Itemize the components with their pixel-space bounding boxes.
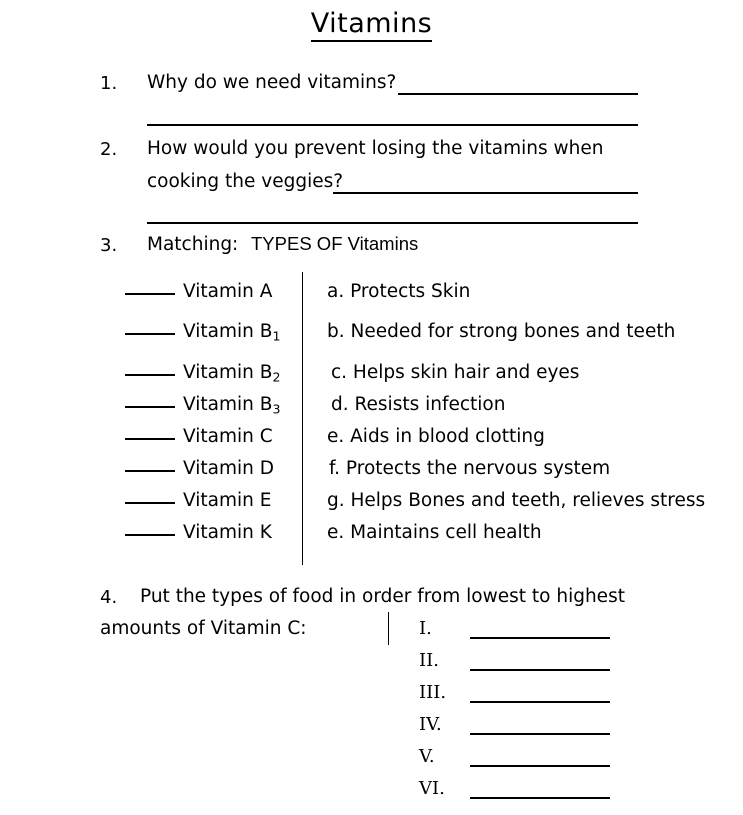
matching-term-row[interactable]: [125, 281, 272, 302]
question-1-number: 1.: [100, 73, 118, 94]
ordering-numeral-2: II.: [419, 650, 439, 671]
matching-answer-blank[interactable]: [125, 374, 175, 376]
matching-definition-g[interactable]: g. Helps Bones and teeth, relieves stress: [327, 490, 706, 511]
matching-term-label: Vitamin $B_1$: [183, 321, 281, 344]
question-4-text-line-2: amounts of Vitamin C:: [100, 618, 307, 639]
matching-answer-blank[interactable]: [125, 406, 175, 408]
matching-definition-b[interactable]: b. Needed for strong bones and teeth: [327, 321, 676, 342]
matching-definition-h[interactable]: e. Maintains cell health: [327, 522, 542, 543]
matching-term-row[interactable]: [125, 458, 274, 479]
question-1-answer-blank-1[interactable]: [398, 93, 638, 95]
ordering-numeral-3: III.: [419, 682, 447, 703]
matching-definition-f[interactable]: f. Protects the nervous system: [329, 458, 611, 479]
matching-term-label: Vitamin A: [183, 281, 273, 302]
question-4-number: 4.: [100, 587, 118, 608]
matching-answer-blank[interactable]: [125, 333, 175, 335]
question-4-text-line-1: Put the types of food in order from lowest to highest: [140, 586, 625, 607]
ordering-numeral-4: IV.: [419, 714, 442, 735]
question-3-heading: TYPES OF Vitamins: [251, 233, 419, 254]
question-3-label: Matching:: [147, 234, 239, 255]
matching-term-row[interactable]: [125, 426, 273, 447]
matching-term-row[interactable]: [125, 522, 272, 543]
ordering-numeral-1: I.: [419, 618, 432, 639]
matching-term-label: Vitamin D: [183, 458, 274, 479]
matching-answer-blank[interactable]: [125, 293, 175, 295]
matching-definition-e[interactable]: e. Aids in blood clotting: [327, 426, 545, 447]
matching-answer-blank[interactable]: [125, 534, 175, 536]
subscript: 2: [272, 369, 281, 385]
ordering-blank-2[interactable]: [470, 669, 610, 671]
matching-definition-d[interactable]: d. Resists infection: [331, 394, 506, 415]
question-2-answer-blank-2[interactable]: [147, 222, 638, 224]
question-1-answer-blank-2[interactable]: [147, 124, 638, 126]
ordering-numeral-5: V.: [419, 746, 435, 767]
matching-term-label: Vitamin C: [183, 426, 273, 447]
matching-term-label: Vitamin $B_3$: [183, 394, 281, 417]
question-3-number: 3.: [100, 235, 118, 256]
question-1-text: Why do we need vitamins?: [147, 72, 397, 93]
ordering-blank-3[interactable]: [470, 701, 610, 703]
matching-term-row[interactable]: [125, 394, 280, 417]
question-2-answer-blank-1[interactable]: [333, 192, 638, 194]
ordering-blank-1[interactable]: [470, 637, 610, 639]
ordering-blank-6[interactable]: [470, 797, 610, 799]
matching-definition-c[interactable]: c. Helps skin hair and eyes: [331, 362, 580, 383]
page-title-text: Vitamins: [311, 8, 433, 42]
matching-term-row[interactable]: [125, 321, 280, 344]
page-title: [0, 8, 743, 42]
matching-answer-blank[interactable]: [125, 438, 175, 440]
ordering-blank-5[interactable]: [470, 765, 610, 767]
matching-term-label: Vitamin K: [183, 522, 272, 543]
question-2-text-line-2: cooking the veggies?: [147, 171, 344, 192]
matching-term-row[interactable]: [125, 362, 280, 385]
matching-term-label: Vitamin $B_2$: [183, 362, 281, 385]
subscript: 1: [272, 328, 281, 344]
question-2-text-line-1: How would you prevent losing the vitamins when: [147, 138, 604, 159]
subscript: 3: [272, 401, 281, 417]
matching-definition-a[interactable]: a. Protects Skin: [327, 281, 471, 302]
ordering-blank-4[interactable]: [470, 733, 610, 735]
matching-term-row[interactable]: [125, 490, 271, 511]
matching-answer-blank[interactable]: [125, 502, 175, 504]
matching-answer-blank[interactable]: [125, 470, 175, 472]
matching-column-divider: [302, 272, 303, 565]
ordering-numeral-6: VI.: [419, 778, 445, 799]
matching-term-label: Vitamin E: [183, 490, 272, 511]
question-4-divider: [388, 612, 389, 645]
question-2-number: 2.: [100, 139, 118, 160]
